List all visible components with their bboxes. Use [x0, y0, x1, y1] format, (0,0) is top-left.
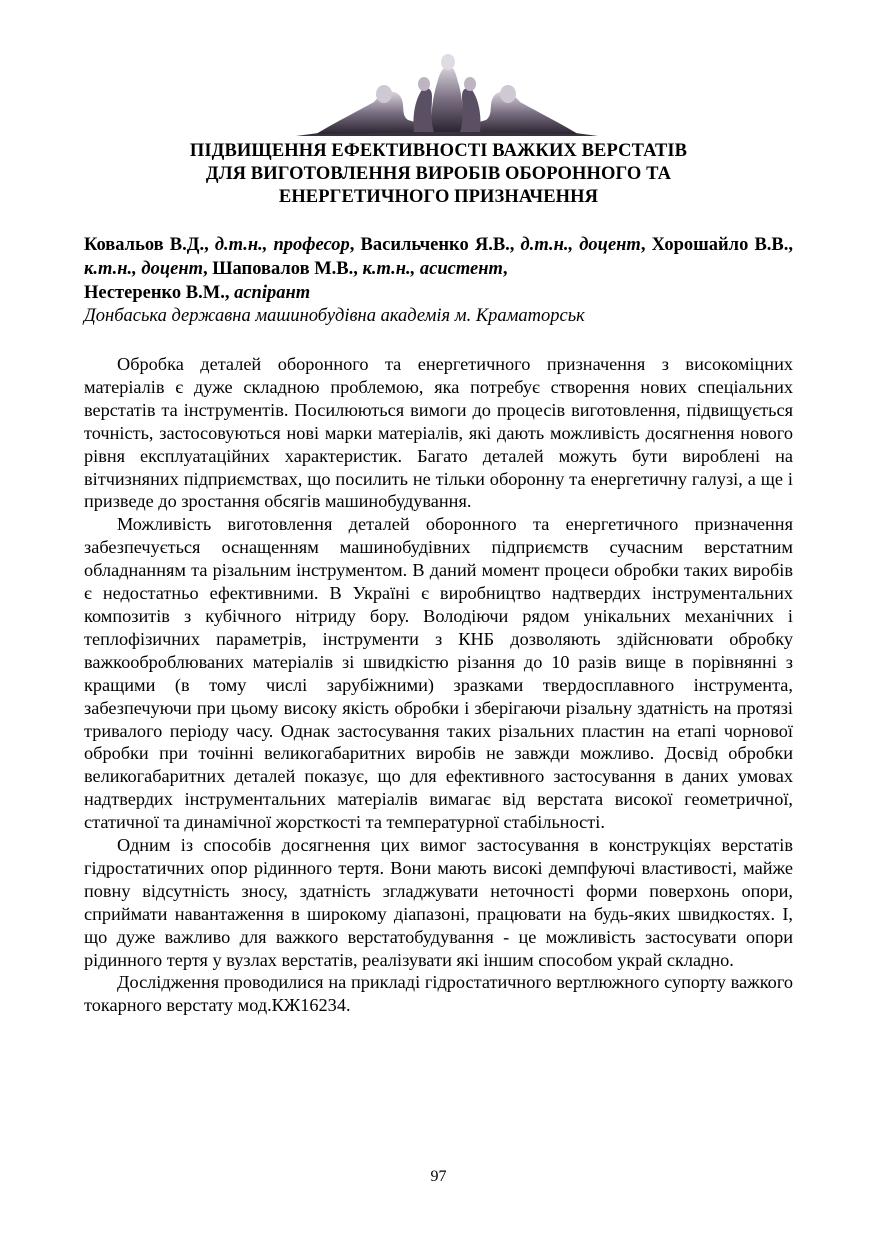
title-line: ДЛЯ ВИГОТОВЛЕННЯ ВИРОБІВ ОБОРОННОГО ТА — [205, 164, 672, 184]
paragraph: Обробка деталей оборонного та енергетичного призначення з високоміцних матеріалів є дуже складною проблемою, яка потребує створення нових спеціальних верстатів та інструментів. Посилюються вимоги до процесів виготовлення, підвищується точність, застосовуються нові марки матеріалів, які дають можливість досягнення нового рівня експлуатаційних характеристик. Багато деталей можуть бути вироблені на вітчизняних підприємствах, що посилить не тільки оборонну та енергетичну галузі, а ще і призведе до зростання обсягів машинобудування. — [84, 354, 793, 512]
author-role: к.т.н., доцент — [84, 259, 203, 279]
author-list — [84, 233, 793, 305]
author-separator: , — [349, 235, 355, 255]
author-separator: , — [202, 259, 208, 279]
title-line: ЕНЕРГЕТИЧНОГО ПРИЗНАЧЕННЯ — [278, 187, 599, 207]
author-role: д.т.н., доцент — [520, 235, 641, 255]
paragraph: Одним із способів досягнення цих вимог застосування в конструкціях верстатів гідростатичних опор рідинного тертя. Вони мають високі демпфуючі властивості, майже повну відсутність зносу, здатність згладжувати неточності форми поверхонь опори, сприймати навантаження в широкому діапазоні, працювати на будь-яких швидкостях. І, що дуже важливо для важкого верстатобудування - це можливість застосувати опори рідинного тертя у вузлах верстатів, реалізувати які іншим способом украй складно. — [84, 835, 793, 970]
author-name: Васильченко Я.В., — [360, 235, 515, 255]
author-name: Шаповалов М.В., — [212, 259, 358, 279]
sculpture-emblem-icon — [296, 52, 598, 138]
author-name: Нестеренко В.М., — [84, 283, 230, 303]
author-separator: , — [502, 259, 508, 279]
paragraph: Можливість виготовлення деталей оборонного та енергетичного призначення забезпечується оснащенням машинобудівних підприємств сучасним верстатним обладнанням та різальним інструментом. В даний момент процеси обробки таких виробів є недостатньо ефективними. В Україні є виробництво надтвердих інструментальних композитів з кубічного нітриду бору. Володіючи рядом унікальних механічних і теплофізичних параметрів, інструменти з КНБ дозволяють здійснювати обробку важкооброблюваних матеріалів зі швидкістю різання до 10 разів вище в порівнянні з кращими (в тому числі зарубіжними) зразками твердосплавного інструмента, забезпечуючи при цьому високу якість обробки і зберігаючи різальну здатність на протязі тривалого періоду часу. Однак застосування таких різальних пластин на етапі чорнової обробки при точінні великогабаритних виробів не завжди можливо. Досвід обробки великогабаритних деталей показує, що для ефективного застосування в даних умовах надтвердих інструментальних матеріалів вимагає від верстата високої геометричної, статичної та динамічної жорсткості та температурної стабільності. — [84, 514, 793, 833]
author-role: к.т.н., асистент — [362, 259, 503, 279]
author-name: Хорошайло В.В., — [651, 235, 793, 255]
author-role: аспірант — [234, 283, 311, 303]
title-line: ПІДВИЩЕННЯ ЕФЕКТИВНОСТІ ВАЖКИХ ВЕРСТАТІВ — [189, 141, 688, 161]
author-role: д.т.н., професор — [214, 235, 350, 255]
paper-title — [84, 140, 793, 209]
body-text — [84, 353, 793, 1017]
author-name: Ковальов В.Д., — [84, 235, 209, 255]
author-separator: , — [640, 235, 646, 255]
affiliation: Донбаська державна машинобудівна академія м. Краматорськ — [84, 306, 585, 326]
paragraph: Дослідження проводилися на прикладі гідростатичного вертлюжного супорту важкого токарного верстату мод.КЖ16234. — [84, 972, 793, 1016]
page-number: 97 — [430, 1168, 447, 1185]
